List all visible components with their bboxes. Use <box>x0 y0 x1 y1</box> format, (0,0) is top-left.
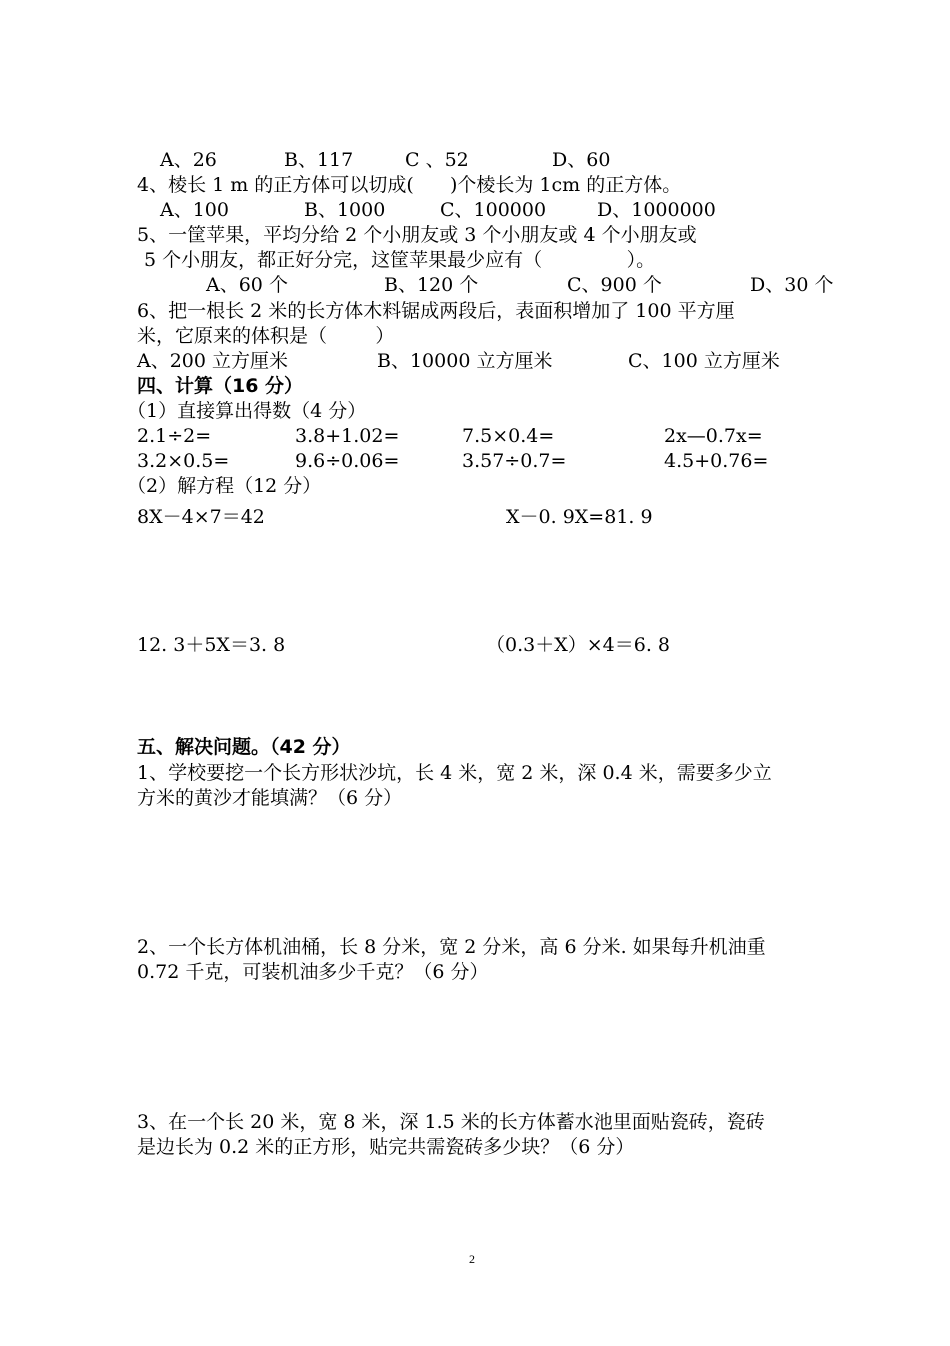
equation-2: X－0. 9X=81. 9 <box>506 506 653 528</box>
q4-text: 4、棱长 1 m 的正方体可以切成( )个棱长为 1cm 的正方体。 <box>137 174 682 196</box>
calc-5: 3.2×0.5= <box>137 450 230 472</box>
page-number: 2 <box>469 1252 475 1266</box>
equation-1: 8X－4×7＝42 <box>137 506 265 528</box>
calc-1: 2.1÷2= <box>137 425 212 447</box>
q5-line2: 5 个小朋友，都正好分完，这筐苹果最少应有（ ）。 <box>144 249 656 271</box>
problem2-line2: 0.72 千克，可装机油多少千克？（6 分） <box>137 961 489 983</box>
calc-3: 7.5×0.4= <box>462 425 555 447</box>
calc-7: 3.57÷0.7= <box>462 450 567 472</box>
q5-option-c: C、900 个 <box>567 274 662 296</box>
problem3-line1: 3、在一个长 20 米，宽 8 米，深 1.5 米的长方体蓄水池里面贴瓷砖，瓷砖 <box>137 1111 765 1133</box>
q5-option-b: B、120 个 <box>384 274 479 296</box>
q3-option-c: C 、52 <box>405 149 469 171</box>
problem1-line1: 1、学校要挖一个长方形状沙坑，长 4 米，宽 2 米，深 0.4 米，需要多少立 <box>137 762 772 784</box>
q4-option-c: C、100000 <box>440 199 547 221</box>
section4-title: 四、计算（16 分） <box>137 375 304 397</box>
q5-option-d: D、30 个 <box>750 274 834 296</box>
equation-4: （0.3＋X）×4＝6. 8 <box>486 634 671 656</box>
equation-3: 12. 3＋5X＝3. 8 <box>137 634 286 656</box>
problem3-line2: 是边长为 0.2 米的正方形，贴完共需瓷砖多少块？（6 分） <box>137 1136 635 1158</box>
q5-option-a: A、60 个 <box>206 274 288 296</box>
q3-option-a: A、26 <box>160 149 217 171</box>
q3-option-d: D、60 <box>552 149 611 171</box>
section5-title: 五、解决问题。（42 分） <box>137 736 351 758</box>
q3-option-b: B、117 <box>284 149 354 171</box>
calc-6: 9.6÷0.06= <box>295 450 400 472</box>
q4-option-b: B、1000 <box>304 199 386 221</box>
section4-part2-title: （2）解方程（12 分） <box>127 475 322 497</box>
q4-option-d: D、1000000 <box>597 199 716 221</box>
q6-option-b: B、10000 立方厘米 <box>377 350 553 372</box>
calc-2: 3.8+1.02= <box>295 425 400 447</box>
problem2-line1: 2、一个长方体机油桶，长 8 分米，宽 2 分米，高 6 分米. 如果每升机油重 <box>137 936 766 958</box>
q6-option-c: C、100 立方厘米 <box>628 350 780 372</box>
q6-option-a: A、200 立方厘米 <box>137 350 289 372</box>
calc-4: 2x—0.7x= <box>664 425 763 447</box>
q5-line1: 5、一筐苹果，平均分给 2 个小朋友或 3 个小朋友或 4 个小朋友或 <box>137 224 697 246</box>
calc-8: 4.5+0.76= <box>664 450 769 472</box>
q6-line2: 米，它原来的体积是（ ） <box>137 325 395 347</box>
q4-option-a: A、100 <box>160 199 229 221</box>
section4-part1-title: （1）直接算出得数（4 分） <box>127 400 367 422</box>
problem1-line2: 方米的黄沙才能填满？（6 分） <box>137 787 403 809</box>
q6-line1: 6、把一根长 2 米的长方体木料锯成两段后，表面积增加了 100 平方厘 <box>137 300 735 322</box>
